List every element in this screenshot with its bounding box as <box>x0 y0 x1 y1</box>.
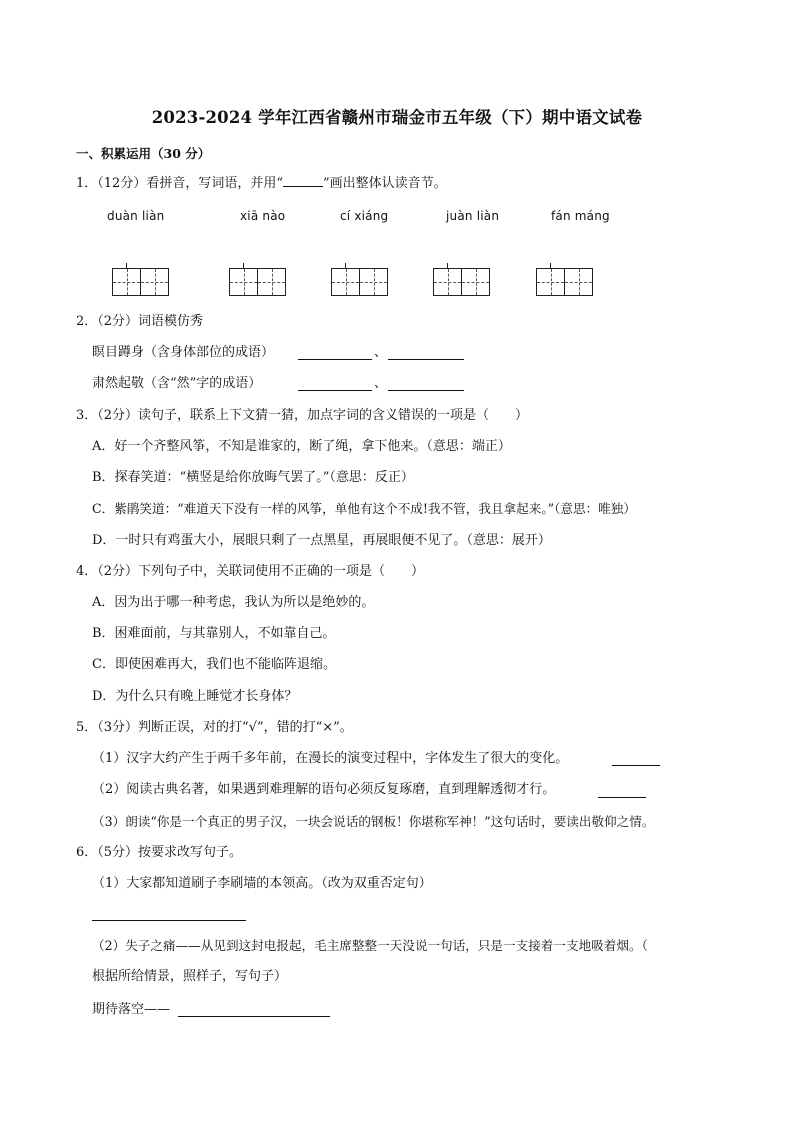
grid-cell[interactable] <box>331 268 360 296</box>
answer-blank[interactable] <box>92 920 246 921</box>
question-1-stem <box>76 174 447 193</box>
writing-grid-1[interactable] <box>112 268 169 296</box>
writing-grid-5[interactable] <box>536 268 593 296</box>
question-3-stem: 3．（2分）读句子，联系上下文猜一猜，加点字词的含义错误的一项是（ ） <box>76 408 529 423</box>
grid-cell[interactable] <box>257 268 286 296</box>
answer-blank[interactable] <box>388 359 464 360</box>
q2-row-1 <box>92 344 274 362</box>
answer-blank[interactable] <box>598 797 646 798</box>
answer-blank[interactable] <box>612 765 660 766</box>
question-5-stem: 5．（3分）判断正误，对的打“√”，错的打“×”。 <box>76 720 353 735</box>
question-6-stem: 6．（5分）按要求改写句子。 <box>76 845 243 860</box>
grid-cell[interactable] <box>359 268 388 296</box>
pinyin-4: juàn liàn <box>446 209 500 223</box>
q4-option-b[interactable]: B．困难面前，与其靠别人，不如靠自己。 <box>92 626 336 641</box>
q3-option-b[interactable]: B．探春笑道：“横竖是给你放晦气罢了。”（意思：反正） <box>92 470 414 485</box>
q1-prefix: 1．（12分）看拼音，写词语，并用“ <box>76 176 283 191</box>
q4-option-c[interactable]: C．即使困难再大，我们也不能临阵退缩。 <box>92 657 336 672</box>
grid-cell[interactable] <box>564 268 593 296</box>
writing-grid-4[interactable] <box>433 268 490 296</box>
grid-cell[interactable] <box>229 268 258 296</box>
q4-option-a[interactable]: A．因为出于哪一种考虑，我认为所以是绝妙的。 <box>92 595 375 610</box>
q2-sep: 、 <box>374 376 388 391</box>
q6-item-2-line2: 根据所给情景，照样子，写句子） <box>92 969 288 984</box>
section-heading: 一、积累运用（30 分） <box>76 146 211 161</box>
q1-suffix: ”画出整体认读音节。 <box>322 176 447 191</box>
q1-mark-blank <box>283 174 323 187</box>
answer-blank[interactable] <box>298 390 372 391</box>
grid-cell[interactable] <box>536 268 565 296</box>
q2-sep: 、 <box>374 345 388 360</box>
grid-cell[interactable] <box>433 268 462 296</box>
q3-option-d[interactable]: D．一时只有鸡蛋大小，展眼只剩了一点黑星，再展眼便不见了。（意思：展开） <box>92 533 551 548</box>
q3-option-c[interactable]: C．紫鹃笑道：“难道天下没有一样的风筝，单他有这个不成!我不管，我且拿起来。”（意思：唯独） <box>92 501 636 516</box>
pinyin-5: fán máng <box>551 209 610 223</box>
grid-cell[interactable] <box>140 268 169 296</box>
grid-cell[interactable] <box>461 268 490 296</box>
page-title: 2023-2024 学年江西省赣州市瑞金市五年级（下）期中语文试卷 <box>151 108 643 127</box>
q2-row-1-label: 瞑目蹲身（含身体部位的成语） <box>92 345 275 360</box>
q2-row-2 <box>92 375 261 393</box>
q5-item-2: （2）阅读古典名著，如果遇到难理解的语句必须反复琢磨，直到理解透彻才行。 <box>92 782 556 797</box>
q5-item-1: （1）汉字大约产生于两千多年前，在漫长的演变过程中，字体发生了很大的变化。 <box>92 751 569 766</box>
q6-item-2-line1: （2）失子之痛——从见到这封电报起，毛主席整整一天没说一句话，只是一支接着一支地吸着烟。（ <box>92 938 648 953</box>
grid-tick <box>345 263 346 268</box>
q3-option-a[interactable]: A．好一个齐整风筝，不知是谁家的，断了绳，拿下他来。（意思：端正） <box>92 439 511 454</box>
answer-blank[interactable] <box>298 359 372 360</box>
question-2-stem: 2．（2分）词语模仿秀 <box>76 314 204 329</box>
pinyin-3: cí xiáng <box>340 209 389 223</box>
grid-tick <box>447 263 448 268</box>
grid-tick <box>550 263 551 268</box>
pinyin-1: duàn liàn <box>107 209 165 223</box>
grid-tick <box>126 263 127 268</box>
q6-item-1: （1）大家都知道刷子李刷墙的本领高。（改为双重否定句） <box>92 876 432 891</box>
q6-example-label: 期待落空—— <box>92 1002 171 1017</box>
grid-tick <box>243 263 244 268</box>
q5-item-3: （3）朗读“你是一个真正的男子汉，一块会说话的钢板！你堪称军神！”这句话时，要读出敬仰之情。 <box>92 814 655 829</box>
writing-grid-2[interactable] <box>229 268 286 296</box>
answer-blank[interactable] <box>178 1016 330 1017</box>
q2-row-2-label: 肃然起敬（含“然”字的成语） <box>92 376 262 391</box>
q4-option-d[interactable]: D．为什么只有晚上睡觉才长身体？ <box>92 689 298 704</box>
writing-grid-3[interactable] <box>331 268 388 296</box>
question-4-stem: 4．（2分）下列句子中，关联词使用不正确的一项是（ ） <box>76 564 425 579</box>
pinyin-2: xiā nào <box>240 209 286 223</box>
grid-cell[interactable] <box>112 268 141 296</box>
answer-blank[interactable] <box>388 390 464 391</box>
